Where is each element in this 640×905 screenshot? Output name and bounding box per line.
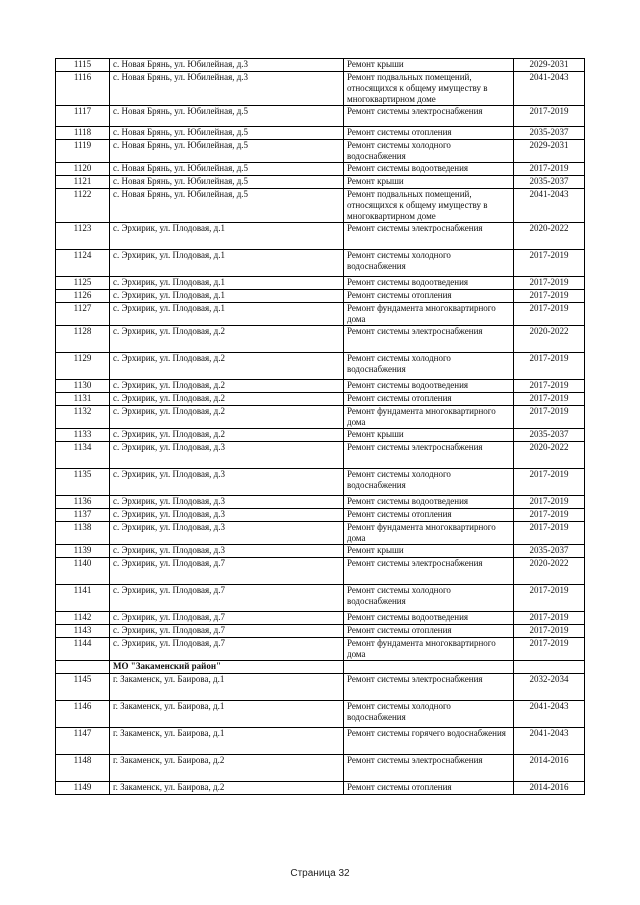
- work-type-cell: Ремонт фундамента многоквартирного дома: [344, 522, 514, 545]
- address-cell: с. Эрхирик, ул. Плодовая, д.7: [110, 585, 344, 612]
- row-number: 1144: [56, 638, 110, 661]
- period-cell: 2041-2043: [514, 701, 585, 728]
- row-number: 1127: [56, 303, 110, 326]
- row-number: 1118: [56, 127, 110, 140]
- address-cell: с. Эрхирик, ул. Плодовая, д.1: [110, 290, 344, 303]
- table-row: [56, 728, 585, 755]
- address-cell: с. Эрхирик, ул. Плодовая, д.1: [110, 250, 344, 277]
- period-cell: 2017-2019: [514, 585, 585, 612]
- address-cell: г. Закаменск, ул. Баирова, д.2: [110, 782, 344, 795]
- address-cell: с. Новая Брянь, ул. Юбилейная, д.5: [110, 176, 344, 189]
- table-row: [56, 163, 585, 176]
- period-cell: 2035-2037: [514, 176, 585, 189]
- row-number: 1119: [56, 140, 110, 163]
- table-row: [56, 558, 585, 585]
- table-row: [56, 545, 585, 558]
- period-cell: 2020-2022: [514, 223, 585, 250]
- address-cell: г. Закаменск, ул. Баирова, д.1: [110, 728, 344, 755]
- work-type-cell: Ремонт системы горячего водоснабжения: [344, 728, 514, 755]
- period-cell: 2014-2016: [514, 755, 585, 782]
- work-type-cell: Ремонт крыши: [344, 59, 514, 72]
- address-cell: г. Закаменск, ул. Баирова, д.1: [110, 674, 344, 701]
- table-row: [56, 250, 585, 277]
- work-type-cell: Ремонт фундамента многоквартирного дома: [344, 303, 514, 326]
- table-row: [56, 509, 585, 522]
- table-row: [56, 189, 585, 223]
- table-row: [56, 353, 585, 380]
- address-cell: с. Эрхирик, ул. Плодовая, д.7: [110, 558, 344, 585]
- period-cell: 2017-2019: [514, 163, 585, 176]
- table-row: [56, 277, 585, 290]
- work-type-cell: Ремонт крыши: [344, 545, 514, 558]
- table-row: [56, 303, 585, 326]
- row-number: 1149: [56, 782, 110, 795]
- work-type-cell: Ремонт системы отопления: [344, 290, 514, 303]
- address-cell: с. Новая Брянь, ул. Юбилейная, д.5: [110, 127, 344, 140]
- work-type-cell: Ремонт системы электроснабжения: [344, 755, 514, 782]
- period-cell: 2017-2019: [514, 250, 585, 277]
- address-cell: с. Эрхирик, ул. Плодовая, д.3: [110, 545, 344, 558]
- address-cell: с. Новая Брянь, ул. Юбилейная, д.5: [110, 189, 344, 223]
- row-number: 1117: [56, 106, 110, 127]
- row-number: 1129: [56, 353, 110, 380]
- period-cell: 2017-2019: [514, 106, 585, 127]
- row-number: 1145: [56, 674, 110, 701]
- row-number: 1148: [56, 755, 110, 782]
- work-type-cell: Ремонт подвальных помещений, относящихся к общему имуществу в многоквартирном доме: [344, 189, 514, 223]
- row-number: 1131: [56, 393, 110, 406]
- row-number: 1136: [56, 496, 110, 509]
- period-cell: 2017-2019: [514, 612, 585, 625]
- period-cell: 2041-2043: [514, 189, 585, 223]
- table-row: [56, 290, 585, 303]
- repair-schedule-table: [55, 58, 585, 795]
- address-cell: с. Эрхирик, ул. Плодовая, д.1: [110, 303, 344, 326]
- period-cell: 2029-2031: [514, 140, 585, 163]
- row-number: 1115: [56, 59, 110, 72]
- period-cell: 2017-2019: [514, 277, 585, 290]
- work-type-cell: Ремонт системы электроснабжения: [344, 674, 514, 701]
- table-row: [56, 674, 585, 701]
- work-type-cell: Ремонт системы холодного водоснабжения: [344, 250, 514, 277]
- address-cell: с. Новая Брянь, ул. Юбилейная, д.3: [110, 59, 344, 72]
- address-cell: с. Эрхирик, ул. Плодовая, д.3: [110, 469, 344, 496]
- row-number: 1123: [56, 223, 110, 250]
- row-number: 1120: [56, 163, 110, 176]
- table-row: [56, 585, 585, 612]
- district-work-cell: [344, 661, 514, 674]
- table-row: [56, 442, 585, 469]
- address-cell: с. Эрхирик, ул. Плодовая, д.2: [110, 393, 344, 406]
- address-cell: с. Эрхирик, ул. Плодовая, д.7: [110, 638, 344, 661]
- period-cell: 2017-2019: [514, 496, 585, 509]
- row-number: 1122: [56, 189, 110, 223]
- table-row: [56, 140, 585, 163]
- work-type-cell: Ремонт системы водоотведения: [344, 612, 514, 625]
- row-number: 1134: [56, 442, 110, 469]
- work-type-cell: Ремонт системы водоотведения: [344, 163, 514, 176]
- row-number: 1124: [56, 250, 110, 277]
- table-row: [56, 782, 585, 795]
- table-row: [56, 326, 585, 353]
- table-row: [56, 380, 585, 393]
- work-type-cell: Ремонт системы водоотведения: [344, 277, 514, 290]
- table-row: [56, 393, 585, 406]
- row-number: 1116: [56, 72, 110, 106]
- address-cell: с. Эрхирик, ул. Плодовая, д.3: [110, 442, 344, 469]
- period-cell: 2017-2019: [514, 509, 585, 522]
- row-number: 1132: [56, 406, 110, 429]
- row-number: 1147: [56, 728, 110, 755]
- row-number: 1137: [56, 509, 110, 522]
- period-cell: 2017-2019: [514, 353, 585, 380]
- period-cell: 2017-2019: [514, 406, 585, 429]
- address-cell: с. Эрхирик, ул. Плодовая, д.2: [110, 326, 344, 353]
- row-number: 1133: [56, 429, 110, 442]
- district-name: МО "Закаменский район": [110, 661, 344, 674]
- period-cell: 2041-2043: [514, 728, 585, 755]
- row-number: 1130: [56, 380, 110, 393]
- table-row: [56, 72, 585, 106]
- period-cell: 2032-2034: [514, 674, 585, 701]
- period-cell: 2017-2019: [514, 522, 585, 545]
- address-cell: с. Эрхирик, ул. Плодовая, д.7: [110, 612, 344, 625]
- address-cell: с. Эрхирик, ул. Плодовая, д.1: [110, 223, 344, 250]
- work-type-cell: Ремонт системы холодного водоснабжения: [344, 353, 514, 380]
- table-row: [56, 106, 585, 127]
- period-cell: 2035-2037: [514, 127, 585, 140]
- address-cell: с. Эрхирик, ул. Плодовая, д.2: [110, 429, 344, 442]
- row-number: 1140: [56, 558, 110, 585]
- table-row: [56, 755, 585, 782]
- work-type-cell: Ремонт подвальных помещений, относящихся к общему имуществу в многоквартирном доме: [344, 72, 514, 106]
- work-type-cell: Ремонт крыши: [344, 176, 514, 189]
- row-number: 1138: [56, 522, 110, 545]
- table-row: [56, 638, 585, 661]
- work-type-cell: Ремонт системы холодного водоснабжения: [344, 140, 514, 163]
- table-row: [56, 59, 585, 72]
- address-cell: с. Эрхирик, ул. Плодовая, д.2: [110, 406, 344, 429]
- address-cell: с. Эрхирик, ул. Плодовая, д.2: [110, 380, 344, 393]
- table-row: [56, 127, 585, 140]
- row-number: 1143: [56, 625, 110, 638]
- address-cell: с. Эрхирик, ул. Плодовая, д.2: [110, 353, 344, 380]
- period-cell: 2035-2037: [514, 545, 585, 558]
- work-type-cell: Ремонт системы отопления: [344, 782, 514, 795]
- address-cell: с. Эрхирик, ул. Плодовая, д.3: [110, 496, 344, 509]
- district-num-cell: [56, 661, 110, 674]
- period-cell: 2035-2037: [514, 429, 585, 442]
- address-cell: с. Эрхирик, ул. Плодовая, д.3: [110, 509, 344, 522]
- work-type-cell: Ремонт системы холодного водоснабжения: [344, 469, 514, 496]
- period-cell: 2020-2022: [514, 442, 585, 469]
- work-type-cell: Ремонт фундамента многоквартирного дома: [344, 406, 514, 429]
- work-type-cell: Ремонт системы водоотведения: [344, 496, 514, 509]
- address-cell: с. Новая Брянь, ул. Юбилейная, д.5: [110, 163, 344, 176]
- period-cell: 2017-2019: [514, 625, 585, 638]
- work-type-cell: Ремонт системы электроснабжения: [344, 442, 514, 469]
- period-cell: 2029-2031: [514, 59, 585, 72]
- row-number: 1146: [56, 701, 110, 728]
- address-cell: с. Эрхирик, ул. Плодовая, д.7: [110, 625, 344, 638]
- period-cell: 2017-2019: [514, 469, 585, 496]
- table-row: [56, 176, 585, 189]
- period-cell: 2041-2043: [514, 72, 585, 106]
- address-cell: с. Новая Брянь, ул. Юбилейная, д.3: [110, 72, 344, 106]
- table-row: [56, 496, 585, 509]
- table-row: [56, 429, 585, 442]
- row-number: 1139: [56, 545, 110, 558]
- address-cell: с. Новая Брянь, ул. Юбилейная, д.5: [110, 140, 344, 163]
- table-row: [56, 223, 585, 250]
- work-type-cell: Ремонт системы отопления: [344, 509, 514, 522]
- work-type-cell: Ремонт системы электроснабжения: [344, 223, 514, 250]
- address-cell: с. Эрхирик, ул. Плодовая, д.1: [110, 277, 344, 290]
- work-type-cell: Ремонт системы отопления: [344, 625, 514, 638]
- work-type-cell: Ремонт фундамента многоквартирного дома: [344, 638, 514, 661]
- work-type-cell: Ремонт системы холодного водоснабжения: [344, 585, 514, 612]
- period-cell: 2020-2022: [514, 326, 585, 353]
- work-type-cell: Ремонт системы электроснабжения: [344, 558, 514, 585]
- work-type-cell: Ремонт системы отопления: [344, 393, 514, 406]
- address-cell: г. Закаменск, ул. Баирова, д.2: [110, 755, 344, 782]
- district-header-row: [56, 661, 585, 674]
- work-type-cell: Ремонт системы отопления: [344, 127, 514, 140]
- table-row: [56, 701, 585, 728]
- row-number: 1141: [56, 585, 110, 612]
- row-number: 1126: [56, 290, 110, 303]
- row-number: 1121: [56, 176, 110, 189]
- work-type-cell: Ремонт системы холодного водоснабжения: [344, 701, 514, 728]
- row-number: 1135: [56, 469, 110, 496]
- period-cell: 2017-2019: [514, 638, 585, 661]
- work-type-cell: Ремонт системы водоотведения: [344, 380, 514, 393]
- table-row: [56, 522, 585, 545]
- address-cell: с. Новая Брянь, ул. Юбилейная, д.5: [110, 106, 344, 127]
- period-cell: 2017-2019: [514, 290, 585, 303]
- address-cell: с. Эрхирик, ул. Плодовая, д.3: [110, 522, 344, 545]
- work-type-cell: Ремонт крыши: [344, 429, 514, 442]
- table-row: [56, 612, 585, 625]
- row-number: 1125: [56, 277, 110, 290]
- period-cell: 2017-2019: [514, 393, 585, 406]
- table-body: [56, 59, 585, 795]
- period-cell: 2014-2016: [514, 782, 585, 795]
- table-row: [56, 406, 585, 429]
- table-row: [56, 625, 585, 638]
- row-number: 1128: [56, 326, 110, 353]
- work-type-cell: Ремонт системы электроснабжения: [344, 326, 514, 353]
- district-period-cell: [514, 661, 585, 674]
- period-cell: 2020-2022: [514, 558, 585, 585]
- table-row: [56, 469, 585, 496]
- row-number: 1142: [56, 612, 110, 625]
- period-cell: 2017-2019: [514, 303, 585, 326]
- address-cell: г. Закаменск, ул. Баирова, д.1: [110, 701, 344, 728]
- period-cell: 2017-2019: [514, 380, 585, 393]
- work-type-cell: Ремонт системы электроснабжения: [344, 106, 514, 127]
- page-number: Страница 32: [290, 868, 350, 879]
